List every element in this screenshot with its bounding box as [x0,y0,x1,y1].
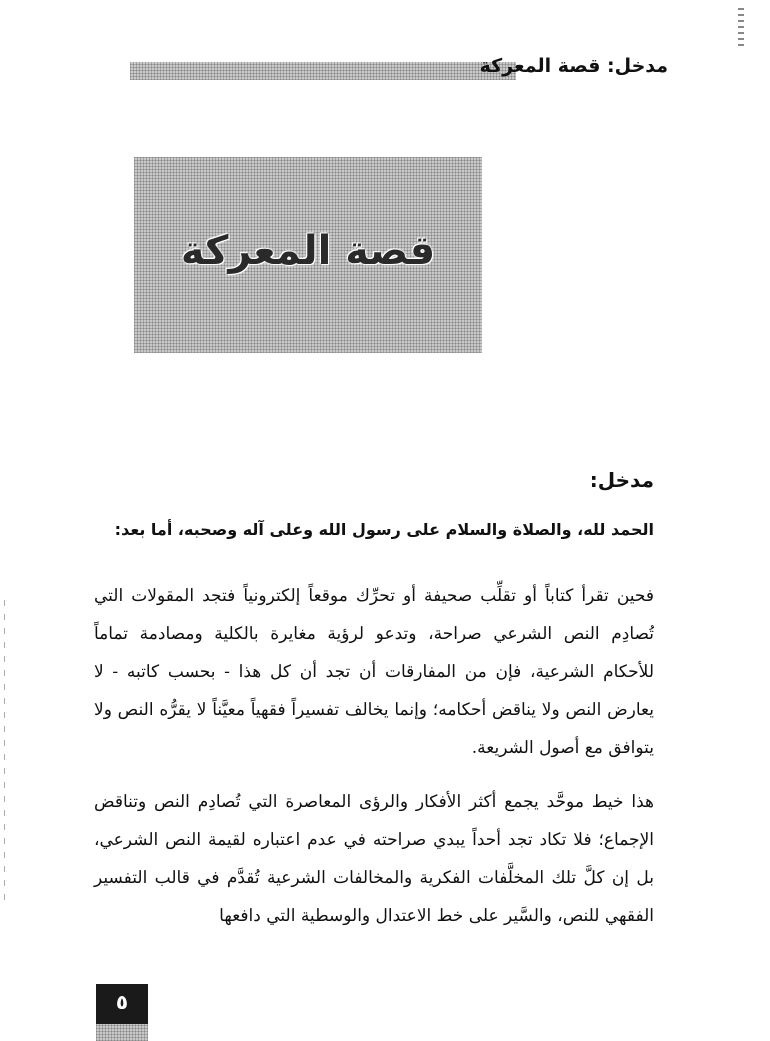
salutation-line: الحمد لله، والصلاة والسلام على رسول الله وعلى آله وصحبه، أما بعد: [114,520,654,539]
page-number-strip [96,1024,148,1041]
section-heading: مدخل: [589,468,654,492]
chapter-title: قصة المعركة [180,228,436,274]
scan-artifact [738,8,744,48]
running-title: مدخل: قصة المعركة [479,55,668,77]
margin-scan-line [4,600,5,900]
paragraph-2: هذا خيط موحَّد يجمع أكثر الأفكار والرؤى المعاصرة التي تُصادِم النص وتناقض الإجماع؛ فلا تكاد تجد أحداً يبدي صراحته في عدم اعتباره لقيمة النص الشرعي، بل إن كلَّ تلك المخلَّفات الفكرية والمخالفات الشرعية تُقدَّم في قالب التفسير الفقهي للنص، والسَّير على خط الاعتدال والوسطية التي دافعها [94,792,654,926]
paragraph-1: فحين تقرأ كتاباً أو تقلِّب صحيفة أو تحرِّك موقعاً إلكترونياً فتجد المقولات التي تُصادِم النص الشرعي صراحة، وتدعو لرؤية مغايرة بالكلية ومصادمة تماماً للأحكام الشرعية، فإن من المفارقات أن تجد أن كل هذا - بحسب كاتبه - لا يعارض النص ولا يناقض أحكامه؛ وإنما يخالف تفسيراً فقهياً معيَّناً لا يقرُّه النص ولا يتوافق مع أصول الشريعة. [94,586,654,758]
header-rule-bar [130,62,516,80]
page-number: ٥ [115,990,129,1014]
